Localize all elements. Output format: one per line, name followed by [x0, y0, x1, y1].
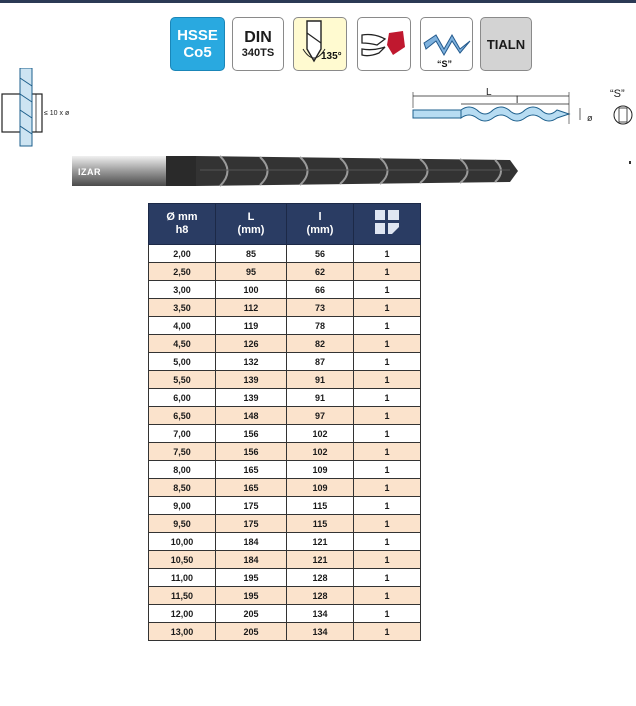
length-cell: 175	[216, 497, 287, 515]
diameter-cell: 2,00	[149, 245, 216, 263]
diameter-cell: 8,00	[149, 461, 216, 479]
coating-label: TIALN	[486, 36, 526, 52]
quantity-cell: 1	[354, 407, 421, 425]
quantity-cell: 1	[354, 263, 421, 281]
length-cell: 175	[216, 515, 287, 533]
length-cell: 139	[216, 371, 287, 389]
table-row	[149, 389, 421, 407]
table-row	[149, 263, 421, 281]
length-cell: 85	[216, 245, 287, 263]
flute-length-cell: 73	[287, 299, 354, 317]
diameter-cell: 7,50	[149, 443, 216, 461]
flute-length-cell: 109	[287, 479, 354, 497]
length-cell: 100	[216, 281, 287, 299]
flute-length-cell: 115	[287, 515, 354, 533]
table-row	[149, 461, 421, 479]
package-icon	[372, 207, 402, 237]
technical-drawing	[405, 84, 636, 134]
depth-label: ≤ 10 x ø	[44, 110, 70, 117]
standard-label-2: 340TS	[241, 46, 275, 59]
spiral-flute-icon	[422, 27, 472, 61]
flute-length-cell: 109	[287, 461, 354, 479]
length-header	[216, 204, 287, 245]
quantity-cell: 1	[354, 335, 421, 353]
diameter-header-line2: h8	[175, 224, 189, 236]
diameter-cell: 10,00	[149, 533, 216, 551]
material-badge	[170, 17, 225, 71]
diameter-cell: 12,00	[149, 605, 216, 623]
table-row	[149, 299, 421, 317]
diameter-cell: 8,50	[149, 479, 216, 497]
quantity-cell: 1	[354, 443, 421, 461]
length-cell: 165	[216, 461, 287, 479]
table-row	[149, 281, 421, 299]
flute-length-cell: 78	[287, 317, 354, 335]
flute-length-cell: 121	[287, 533, 354, 551]
cutting-material-badge	[357, 17, 411, 71]
diameter-cell: 9,00	[149, 497, 216, 515]
length-cell: 119	[216, 317, 287, 335]
diameter-cell: 4,00	[149, 317, 216, 335]
table-row	[149, 533, 421, 551]
length-cell: 126	[216, 335, 287, 353]
flute-length-cell: 87	[287, 353, 354, 371]
quantity-cell: 1	[354, 623, 421, 641]
diameter-cell: 3,50	[149, 299, 216, 317]
flute-length-cell: 128	[287, 569, 354, 587]
diameter-cell: 5,50	[149, 371, 216, 389]
diameter-cell: 2,50	[149, 263, 216, 281]
diameter-cell: 10,50	[149, 551, 216, 569]
diameter-cell: 7,00	[149, 425, 216, 443]
length-cell: 195	[216, 587, 287, 605]
quantity-cell: 1	[354, 587, 421, 605]
point-angle-label: 135°	[321, 51, 342, 62]
quantity-cell: 1	[354, 551, 421, 569]
flute-length-cell: 128	[287, 587, 354, 605]
flute-length-cell: 91	[287, 389, 354, 407]
flute-length-cell: 91	[287, 371, 354, 389]
diameter-header	[149, 204, 216, 245]
diameter-cell: 6,00	[149, 389, 216, 407]
table-row	[149, 569, 421, 587]
material-label-2: Co5	[183, 44, 212, 61]
quantity-cell: 1	[354, 605, 421, 623]
diameter-cell: 9,50	[149, 515, 216, 533]
length-cell: 156	[216, 443, 287, 461]
flute-length-cell: 102	[287, 443, 354, 461]
flute-length-cell: 66	[287, 281, 354, 299]
table-row	[149, 515, 421, 533]
table-header-row	[149, 204, 421, 245]
quantity-cell: 1	[354, 353, 421, 371]
table-row	[149, 479, 421, 497]
table-row	[149, 407, 421, 425]
quantity-cell: 1	[354, 515, 421, 533]
table-row	[149, 335, 421, 353]
quantity-cell: 1	[354, 371, 421, 389]
length-cell: 156	[216, 425, 287, 443]
diameter-cell: 3,00	[149, 281, 216, 299]
table-row	[149, 245, 421, 263]
length-cell: 95	[216, 263, 287, 281]
flute-header-line2: (mm)	[306, 224, 334, 236]
length-cell: 195	[216, 569, 287, 587]
length-cell: 205	[216, 605, 287, 623]
length-header-line1: L	[247, 211, 255, 223]
cutting-material-icon	[359, 21, 409, 67]
table-row	[149, 371, 421, 389]
table-row	[149, 317, 421, 335]
diameter-cell: 13,00	[149, 623, 216, 641]
spiral-label: “S”	[437, 59, 453, 69]
standard-badge	[232, 17, 284, 71]
edge-mark	[629, 161, 631, 164]
diameter-header-line1: Ø mm	[166, 211, 198, 223]
diameter-cell: 11,00	[149, 569, 216, 587]
flute-length-cell: 82	[287, 335, 354, 353]
drilling-depth-icon	[0, 68, 110, 148]
drill-bit-image	[70, 152, 520, 190]
quantity-cell: 1	[354, 389, 421, 407]
overall-length-label: L	[486, 87, 492, 98]
package-header	[354, 204, 421, 245]
quantity-cell: 1	[354, 497, 421, 515]
quantity-cell: 1	[354, 317, 421, 335]
quantity-cell: 1	[354, 299, 421, 317]
flute-length-cell: 97	[287, 407, 354, 425]
quantity-cell: 1	[354, 461, 421, 479]
diameter-cell: 6,50	[149, 407, 216, 425]
quantity-cell: 1	[354, 533, 421, 551]
table-row	[149, 443, 421, 461]
table-row	[149, 425, 421, 443]
diameter-label: ø	[587, 113, 593, 123]
flute-length-cell: 62	[287, 263, 354, 281]
length-cell: 148	[216, 407, 287, 425]
table-row	[149, 605, 421, 623]
length-cell: 184	[216, 533, 287, 551]
flute-length-cell: 134	[287, 605, 354, 623]
shank-type-label: “S”	[610, 88, 625, 100]
table-row	[149, 623, 421, 641]
brand-logo: IZAR	[78, 167, 101, 177]
flute-length-label: l	[516, 95, 519, 106]
length-cell: 112	[216, 299, 287, 317]
point-angle-badge	[293, 17, 347, 71]
flute-length-cell: 102	[287, 425, 354, 443]
diameter-cell: 5,00	[149, 353, 216, 371]
flute-length-cell: 56	[287, 245, 354, 263]
table-row	[149, 551, 421, 569]
flute-length-cell: 134	[287, 623, 354, 641]
length-cell: 165	[216, 479, 287, 497]
standard-label-1: DIN	[244, 28, 272, 46]
length-cell: 139	[216, 389, 287, 407]
flute-length-cell: 115	[287, 497, 354, 515]
material-label-1: HSSE	[177, 27, 218, 44]
quantity-cell: 1	[354, 479, 421, 497]
diameter-cell: 4,50	[149, 335, 216, 353]
length-header-line2: (mm)	[237, 224, 265, 236]
specification-table	[148, 203, 421, 641]
flute-length-header	[287, 204, 354, 245]
top-border	[0, 0, 636, 3]
diameter-cell: 11,50	[149, 587, 216, 605]
length-cell: 205	[216, 623, 287, 641]
length-cell: 132	[216, 353, 287, 371]
quantity-cell: 1	[354, 245, 421, 263]
length-cell: 184	[216, 551, 287, 569]
quantity-cell: 1	[354, 281, 421, 299]
table-row	[149, 353, 421, 371]
quantity-cell: 1	[354, 425, 421, 443]
table-row	[149, 497, 421, 515]
quantity-cell: 1	[354, 569, 421, 587]
flute-header-line1: l	[318, 211, 322, 223]
table-row	[149, 587, 421, 605]
coating-badge	[480, 17, 532, 71]
flute-length-cell: 121	[287, 551, 354, 569]
